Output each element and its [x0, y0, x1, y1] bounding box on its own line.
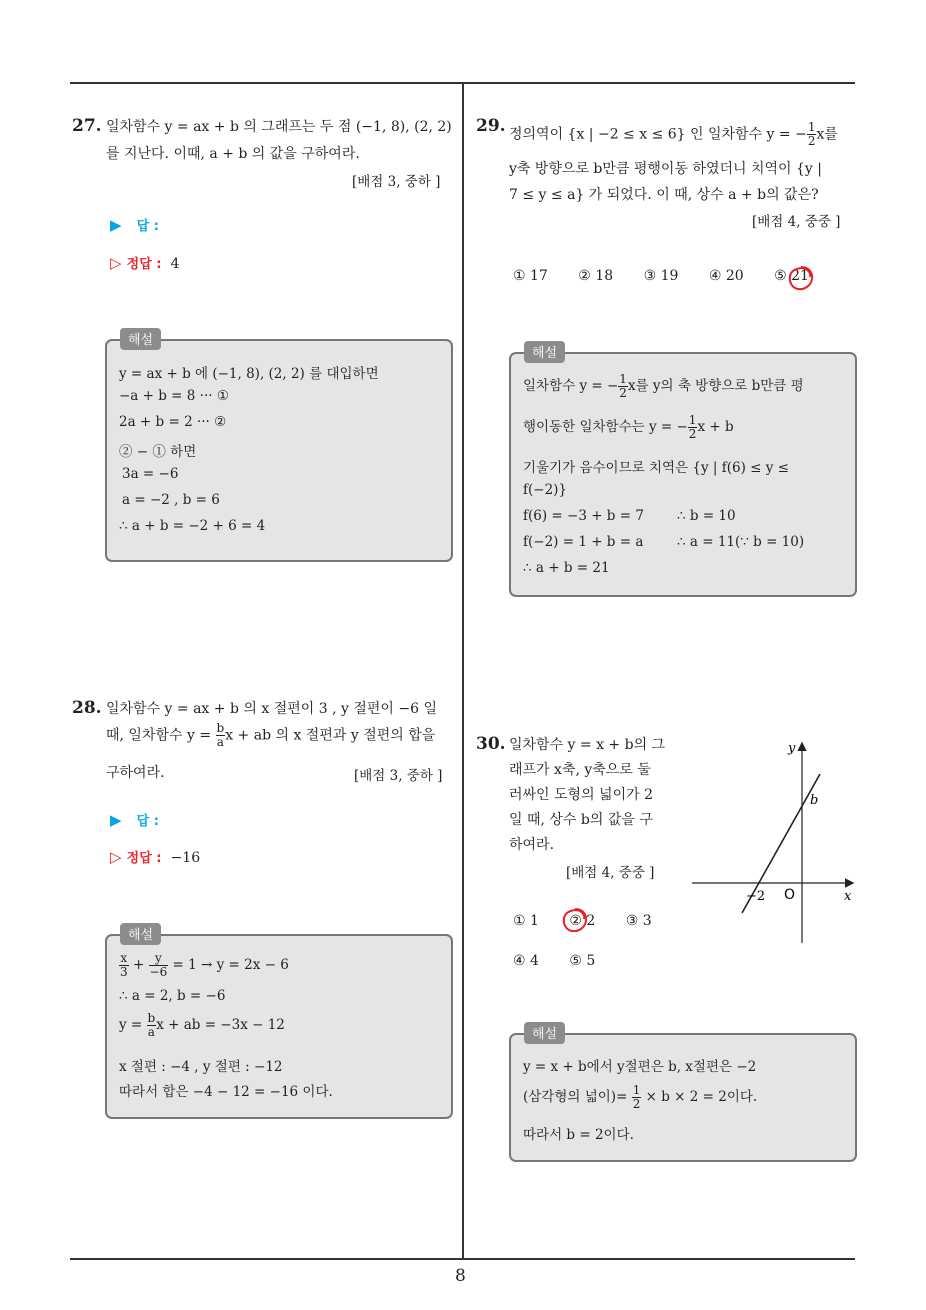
question-28-text-line3: 구하여라.: [106, 765, 165, 781]
answer-label: 답 :: [136, 219, 159, 234]
text: = 1 → y = 2x − 6: [172, 957, 289, 973]
correct-triangle-icon: ▷: [110, 848, 122, 866]
selected-answer-circle-icon: [561, 906, 589, 934]
text: × b × 2 = 2이다.: [645, 1089, 758, 1105]
question-30-choices-row1: [513, 913, 678, 929]
question-27-score: [배점 3, 중하 ]: [352, 174, 441, 190]
text: x를: [816, 126, 838, 143]
text: x + ab = −3x − 12: [156, 1017, 285, 1033]
question-30-choices-row2: [513, 953, 621, 969]
choice-1[interactable]: ① 1: [513, 913, 539, 929]
question-29-text-line2: y축 방향으로 b만큼 평행이동 하였더니 치역이 {y |: [509, 161, 822, 177]
explain-line: [523, 1084, 757, 1111]
x-intercept-label: −2: [746, 889, 766, 904]
answer-label: 답 :: [136, 814, 159, 829]
question-28-explanation-box: [105, 934, 453, 1119]
explain-line: [523, 414, 734, 441]
question-28-correct-row: [110, 847, 200, 866]
origin-label: O: [784, 887, 796, 903]
question-28-number: 28.: [72, 698, 102, 718]
explain-line: ∴ a + b = −2 + 6 = 4: [119, 518, 266, 534]
page-number: 8: [455, 1266, 466, 1286]
explain-line: f(−2)}: [523, 482, 568, 498]
correct-label: 정답 :: [126, 257, 162, 272]
choice-4[interactable]: ④ 20: [708, 268, 744, 284]
text: 때, 일차함수 y =: [106, 727, 212, 744]
fraction: [149, 952, 169, 979]
numerator: b: [147, 1011, 156, 1025]
choice-2[interactable]: ② 2: [569, 913, 596, 929]
choice-5[interactable]: ⑤ 21: [774, 268, 809, 284]
choice-4[interactable]: ④ 4: [513, 953, 539, 969]
numerator: 1: [619, 372, 627, 386]
question-30-score: [배점 4, 중중 ]: [566, 865, 655, 881]
question-28-text-line2: [106, 722, 435, 750]
question-27-answer-row: [110, 215, 159, 234]
text: (삼각형의 넓이)=: [523, 1089, 628, 1105]
explain-line: [119, 952, 289, 979]
text: y =: [119, 1017, 143, 1033]
explain-line: ∴ a = 11(∵ b = 10): [677, 534, 805, 550]
denominator: 3: [120, 965, 128, 979]
selected-answer-circle-icon: [787, 264, 815, 292]
text: 정의역이 {x | −2 ≤ x ≤ 6} 인 일차함수 y = −: [509, 126, 807, 143]
explain-line: f(−2) = 1 + b = a: [523, 534, 644, 550]
question-29-score: [배점 4, 중중 ]: [752, 214, 841, 230]
text: 일차함수 y = −: [523, 378, 619, 394]
text: x + ab 의 x 절편과 y 절편의 합을: [225, 727, 436, 744]
correct-value: 4: [170, 256, 180, 272]
question-30-explanation-tag: 해설: [524, 1022, 565, 1044]
choice-3[interactable]: ③ 3: [625, 913, 652, 929]
answer-triangle-icon: ▶: [110, 811, 122, 829]
fraction: [688, 414, 698, 441]
denominator: 2: [619, 386, 627, 400]
text: x + b: [697, 419, 734, 435]
question-28-text-line1: 일차함수 y = ax + b 의 x 절편이 3 , y 절편이 −6 일: [106, 701, 437, 717]
text: +: [132, 957, 145, 973]
numerator: y: [149, 952, 169, 966]
explain-line: 3a = −6: [122, 466, 179, 482]
explain-line: 기울기가 음수이므로 치역은 {y | f(6) ≤ y ≤: [523, 460, 789, 476]
y-intercept-label: b: [810, 793, 819, 808]
fraction: [618, 373, 628, 400]
question-30-number: 30.: [476, 734, 506, 754]
text: 행이동한 일차함수는 y = −: [523, 419, 688, 435]
question-27-text-line2: 를 지난다. 이때, a + b 의 값을 구하여라.: [106, 146, 360, 162]
question-28-answer-row: [110, 810, 159, 829]
question-30-text-line: 일차함수 y = x + b의 그: [509, 737, 666, 753]
choice-3[interactable]: ③ 19: [643, 268, 679, 284]
numerator: 1: [807, 120, 816, 134]
question-30-text-line: 래프가 x축, y축으로 둘: [509, 762, 651, 778]
fraction: [632, 1084, 642, 1111]
question-29-text-line1: [509, 121, 838, 149]
choice-1[interactable]: ① 17: [513, 268, 548, 284]
correct-label: 정답 :: [126, 851, 162, 866]
explain-line: a = −2 , b = 6: [122, 492, 220, 508]
question-28-explanation-tag: 해설: [120, 923, 161, 945]
denominator: −6: [149, 965, 168, 979]
explain-line: ∴ a = 2, b = −6: [119, 988, 226, 1004]
answer-triangle-icon: ▶: [110, 216, 122, 234]
question-30-text-line: 일 때, 상수 b의 값을 구: [509, 812, 653, 828]
numerator: b: [216, 721, 225, 735]
question-27-explanation-box: [105, 339, 453, 562]
denominator: 2: [632, 1097, 641, 1111]
numerator: 1: [632, 1083, 641, 1097]
column-divider: [462, 82, 464, 1260]
numerator: x: [120, 951, 128, 965]
fraction: [216, 722, 226, 749]
question-28-score: [배점 3, 중하 ]: [354, 768, 443, 784]
question-30-text-line: 하여라.: [509, 837, 555, 853]
explain-line: y = x + b에서 y절편은 b, x절편은 −2: [523, 1059, 757, 1075]
denominator: 2: [688, 427, 697, 441]
explain-line: −a + b = 8 ··· ①: [119, 388, 229, 404]
explain-line: 2a + b = 2 ··· ②: [119, 414, 227, 430]
choice-5[interactable]: ⑤ 5: [569, 953, 596, 969]
explain-line: f(6) = −3 + b = 7: [523, 508, 644, 524]
explain-line: x 절편 : −4 , y 절편 : −12: [119, 1059, 283, 1075]
question-30-explanation-box: [509, 1033, 857, 1162]
question-27-explanation-tag: 해설: [120, 328, 161, 350]
x-axis-label: x: [844, 889, 852, 904]
question-29-explanation-box: [509, 352, 857, 597]
denominator: 2: [807, 134, 816, 148]
correct-triangle-icon: ▷: [110, 254, 122, 272]
fraction: [147, 1012, 157, 1039]
numerator: 1: [688, 413, 697, 427]
explain-line: 따라서 b = 2이다.: [523, 1127, 634, 1143]
denominator: a: [216, 735, 224, 749]
question-27-correct-row: [110, 253, 180, 272]
fraction: [119, 952, 129, 979]
y-axis-label: y: [788, 741, 796, 756]
explain-line: ∴ b = 10: [677, 508, 736, 524]
explain-line: y = ax + b 에 (−1, 8), (2, 2) 를 대입하면: [119, 366, 379, 382]
explain-line: ② − ① 하면: [119, 444, 197, 460]
question-30-text-line: 러싸인 도형의 넓이가 2: [509, 787, 653, 803]
question-27-text-line1: 일차함수 y = ax + b 의 그래프는 두 점 (−1, 8), (2, 2): [106, 119, 452, 135]
question-29-text-line3: 7 ≤ y ≤ a} 가 되었다. 이 때, 상수 a + b의 값은?: [509, 187, 819, 203]
choice-2[interactable]: ② 18: [578, 268, 614, 284]
denominator: a: [147, 1025, 155, 1039]
explain-line: 따라서 합은 −4 − 12 = −16 이다.: [119, 1084, 333, 1100]
question-27-number: 27.: [72, 116, 102, 136]
explain-line: [523, 373, 804, 400]
question-30-graph: [690, 738, 860, 948]
question-29-explanation-tag: 해설: [524, 341, 565, 363]
question-29-number: 29.: [476, 116, 506, 136]
explain-line: ∴ a + b = 21: [523, 560, 610, 576]
explain-line: [119, 1012, 285, 1039]
correct-value: −16: [170, 850, 201, 866]
bottom-rule: [70, 1258, 855, 1260]
text: x를 y의 축 방향으로 b만큼 평: [627, 378, 804, 394]
